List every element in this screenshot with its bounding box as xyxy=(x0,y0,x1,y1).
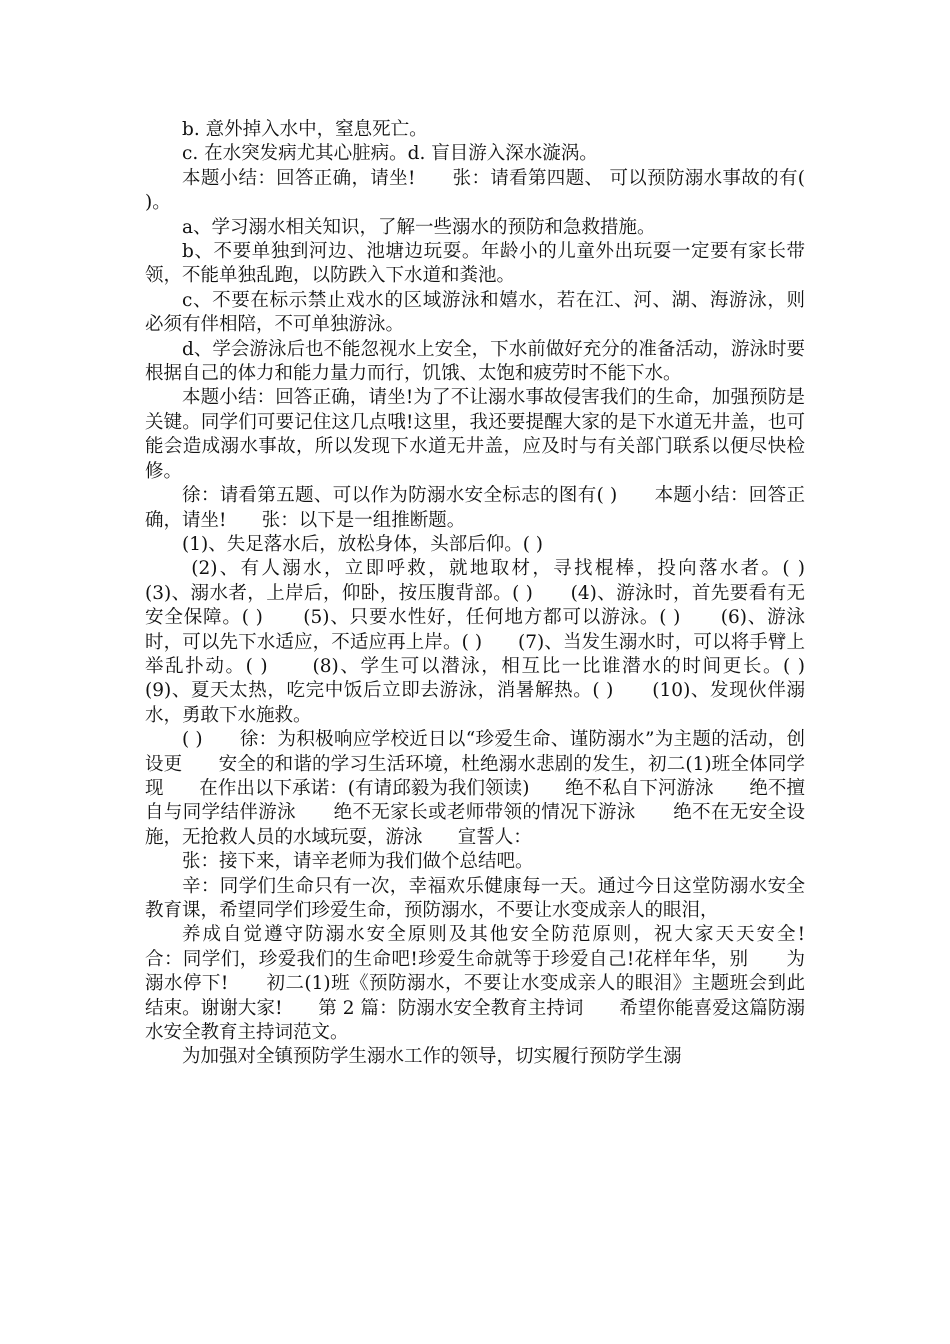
paragraph: 辛：同学们生命只有一次，幸福欢乐健康每一天。通过今日这堂防溺水安全教育课，希望同学们珍爱生命，预防溺水，不要让水变成亲人的眼泪， xyxy=(145,875,805,921)
paragraph: a、学习溺水相关知识，了解一些溺水的预防和急救措施。 xyxy=(182,216,656,238)
paragraph: 张：接下来，请辛老师为我们做个总结吧。 xyxy=(182,851,534,873)
paragraph: 徐：请看第五题、可以作为防溺水安全标志的图有( ) 本题小结：回答正确，请坐! 张：以下是一组推断题。 xyxy=(145,485,805,531)
paragraph: (2)、有人溺水，立即呼救，就地取材，寻找棍棒，投向落水者。( ) (3)、溺水者，上岸后，仰卧，按压腹背部。( ) (4)、游泳时，首先要看有无安全保障。( ) (5)、只要水性好，任何地方都可以游泳。( ) (6)、游泳时，可以先下水适应，不适应再上岸。( ) (7)、当发生溺水时，可以将手臂上举乱扑动。( ) (8)、学生可以潜泳，相互比一比谁潜水的时间更长。( ) (9)、夏天太热，吃完中饭后立即去游泳，消暑解热。( ) (10)、发现伙伴溺水，勇敢下水施救。 xyxy=(145,558,841,726)
paragraph: c、不要在标示禁止戏水的区域游泳和嬉水，若在江、河、湖、海游泳，则 必须有伴相陪，不可单独游泳。 xyxy=(145,289,841,336)
paragraph: 本题小结：回答正确，请坐!为了不让溺水事故侵害我们的生命，加强预防是关键。同学们可要记住这几点哦!这里，我还要提醒大家的是下水道无井盖，也可能会造成溺水事故，所以发现下水道无井盖，应及时与有关部门联系以便尽快检修。 xyxy=(145,387,805,482)
paragraph: (1)、失足落水后，放松身体，头部后仰。( ) xyxy=(182,533,544,555)
paragraph: 养成自觉遵守防溺水安全原则及其他安全防范原则，祝大家天天安全! 合：同学们，珍爱我们的生命吧!珍爱生命就等于珍爱自己!花样年华，别 为溺水停下! 初二(1)班《预防溺水，不要让水变成亲人的眼泪》主题班会到此结束。谢谢大家! 第 2 篇：防溺水安全教育主持词 希望你能喜爱这篇防溺水安全教育主持词范文。 xyxy=(145,924,841,1044)
document-page xyxy=(145,118,841,1070)
paragraph: d、学会游泳后也不能忽视水上安全，下水前做好充分的准备活动，游泳时要根据自己的体力和能力量力而行，饥饿、太饱和疲劳时不能下水。 xyxy=(145,338,805,385)
paragraph: b、不要单独到河边、池塘边玩耍。年龄小的儿童外出玩耍一定要有家长带 领，不能单独乱跑，以防跌入下水道和粪池。 xyxy=(145,241,841,287)
paragraph: b. 意外掉入水中，窒息死亡。 xyxy=(182,119,428,140)
paragraph: 为加强对全镇预防学生溺水工作的领导，切实履行预防学生溺 xyxy=(182,1046,682,1068)
paragraph: ( ) 徐：为积极响应学校近日以“珍爱生命、谨防溺水”为主题的活动，创设更 安全的和谐的学习生活环境，杜绝溺水悲剧的发生，初二(1)班全体同学现 在作出以下承诺：(有请邱毅为我们领读) 绝不私自下河游泳 绝不擅自与同学结伴游泳 绝不无家长或老师带领的情况下游泳 绝不在无安全设施，无抢救人员的水域玩耍，游泳 宣誓人： xyxy=(145,729,805,848)
paragraph: 本题小结：回答正确，请坐! 张：请看第四题、 可以预防溺水事故的有( )。 xyxy=(145,167,811,214)
paragraph: c. 在水突发病尤其心脏病。d. 盲目游入深水漩涡。 xyxy=(182,143,598,165)
